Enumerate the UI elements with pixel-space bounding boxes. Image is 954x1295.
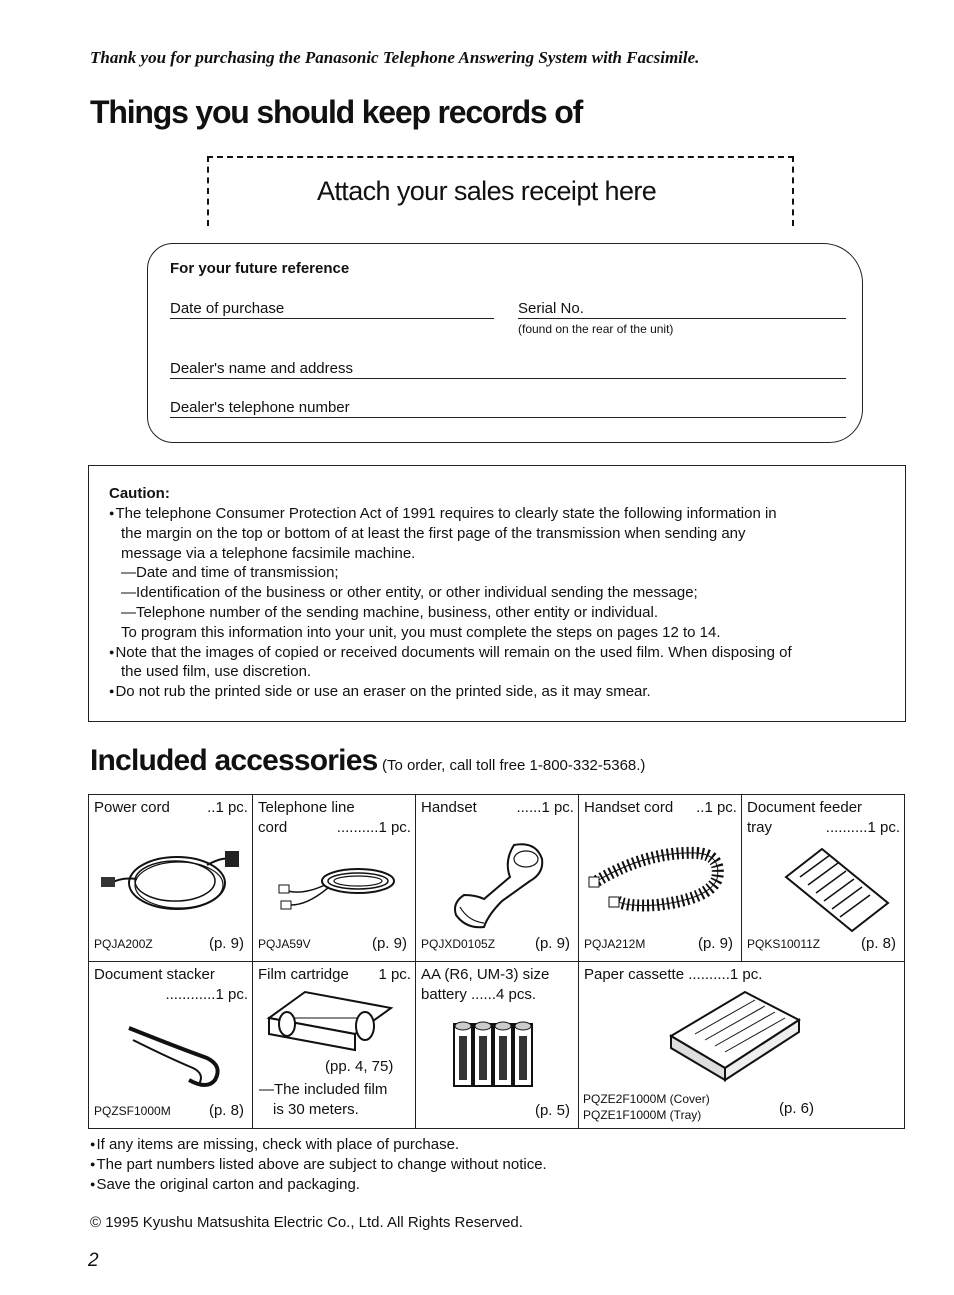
accessory-qty: ............1 pc. <box>165 986 248 1003</box>
accessory-cell-document-feeder-tray <box>741 795 904 962</box>
page-ref: (p. 8) <box>208 1102 244 1119</box>
accessory-name: Handset cord <box>583 799 674 816</box>
accessory-cell-battery <box>415 962 578 1129</box>
intro-text: Thank you for purchasing the Panasonic Telephone Answering System with Facsimile. <box>90 48 700 67</box>
accessory-cell-handset-cord <box>578 795 741 962</box>
handset-icon <box>444 837 554 937</box>
date-of-purchase-label: Date of purchase <box>170 300 285 317</box>
accessory-name: Document stacker <box>94 966 215 983</box>
page-ref: (p. 8) <box>860 935 896 952</box>
caution-line: To program this information into your unit, you must complete the steps on pages 12 to 14. <box>121 623 721 641</box>
note-save-carton: ● Save the original carton and packaging. <box>90 1176 360 1193</box>
date-of-purchase-field[interactable] <box>170 300 494 319</box>
accessory-qty: ..........1 pc. <box>825 819 900 836</box>
accessory-name: Film cartridge <box>257 966 349 983</box>
accessory-qty: ......4 pcs. <box>471 986 537 1003</box>
accessories-table <box>88 794 905 1129</box>
accessory-name-line2: cord <box>257 819 288 836</box>
note-missing-items: ● If any items are missing, check with place of purchase. <box>90 1136 459 1153</box>
accessory-cell-handset <box>415 795 578 962</box>
caution-title: Caution: <box>109 485 170 502</box>
accessories-title: Included accessories <box>90 744 378 777</box>
accessory-name: Handset <box>420 799 477 816</box>
receipt-label: Attach your sales receipt here <box>317 176 657 206</box>
part-number: PQJA212M <box>583 937 646 951</box>
accessories-heading <box>90 744 645 778</box>
part-number: PQZSF1000M <box>94 1104 171 1118</box>
part-number-2: PQZE1F1000M (Tray) <box>582 1108 702 1122</box>
part-number: PQJA59V <box>257 937 311 951</box>
copyright: © 1995 Kyushu Matsushita Electric Co., Ltd. All Rights Reserved. <box>90 1214 523 1231</box>
accessory-cell-film-cartridge <box>252 962 415 1129</box>
accessory-qty: ..1 pc. <box>207 799 248 816</box>
accessory-qty: ..1 pc. <box>696 799 737 816</box>
accessory-cell-telephone-line-cord <box>252 795 415 962</box>
dealer-phone-field[interactable] <box>170 399 846 418</box>
order-note: (To order, call toll free 1-800-332-5368.) <box>381 757 646 774</box>
accessory-name: Telephone line <box>257 799 355 816</box>
caution-line: ● Do not rub the printed side or use an eraser on the printed side, as it may smear. <box>109 682 889 702</box>
receipt-box <box>207 156 794 226</box>
page-ref: (pp. 4, 75) <box>324 1058 394 1075</box>
accessory-name: Power cord <box>94 799 170 816</box>
accessory-name: AA (R6, UM-3) size <box>420 966 550 983</box>
telephone-line-cord-icon <box>263 855 403 935</box>
part-number: PQJA200Z <box>94 937 153 951</box>
page-ref: (p. 9) <box>208 935 244 952</box>
serial-note: (found on the rear of the unit) <box>518 322 674 336</box>
accessory-qty: 1 pc. <box>378 966 411 983</box>
caution-line: —Date and time of transmission; <box>121 564 339 582</box>
page-ref: (p. 9) <box>534 935 570 952</box>
serial-number-label: Serial No. <box>518 300 584 317</box>
page-title: Things you should keep records of <box>90 94 583 130</box>
part-number: PQJXD0105Z <box>420 937 496 951</box>
caution-line: message via a telephone facsimile machine. <box>121 544 416 562</box>
accessory-qty: ......1 pc. <box>516 799 574 816</box>
accessory-name-line2: battery <box>420 986 467 1003</box>
caution-line: —Telephone number of the sending machine, business, other entity or individual. <box>121 603 658 621</box>
paper-cassette-icon <box>665 986 805 1086</box>
dealer-phone-label: Dealer's telephone number <box>170 399 350 416</box>
accessory-name: Document feeder <box>746 799 863 816</box>
accessory-qty: ..........1 pc. <box>336 819 411 836</box>
accessory-name: Paper cassette <box>583 966 685 983</box>
film-cartridge-icon <box>265 988 395 1058</box>
reference-title: For your future reference <box>170 260 350 277</box>
caution-body <box>109 504 889 702</box>
page-ref: (p. 9) <box>697 935 733 952</box>
caution-line: the margin on the top or bottom of at least the first page of the transmission when sending any <box>121 524 746 542</box>
accessory-cell-document-stacker <box>89 962 253 1129</box>
document-feeder-tray-icon <box>780 845 895 935</box>
power-cord-icon <box>97 835 247 925</box>
film-note-line2: is 30 meters. <box>272 1101 359 1118</box>
dealer-name-label: Dealer's name and address <box>170 360 353 377</box>
caution-box <box>88 465 906 722</box>
dealer-name-field[interactable] <box>170 360 846 379</box>
film-note-line1: —The included film <box>258 1081 388 1098</box>
accessory-cell-power-cord <box>89 795 253 962</box>
caution-line: ● The telephone Consumer Protection Act of 1991 requires to clearly state the following information in <box>109 504 889 524</box>
page-ref: (p. 9) <box>371 935 407 952</box>
accessory-cell-paper-cassette <box>578 962 904 1129</box>
caution-line: —Identification of the business or other entity, or other individual sending the message; <box>121 584 698 602</box>
caution-line: ● Note that the images of copied or received documents will remain on the used film. When disposing of <box>109 643 889 663</box>
serial-number-field[interactable] <box>518 300 846 319</box>
reference-box <box>147 243 863 443</box>
part-number: PQKS10011Z <box>746 937 821 951</box>
battery-icon <box>452 1018 536 1088</box>
part-number: PQZE2F1000M (Cover) <box>582 1092 710 1106</box>
caution-line: the used film, use discretion. <box>121 663 312 681</box>
page-number: 2 <box>88 1250 99 1271</box>
accessory-qty: ..........1 pc. <box>688 966 763 983</box>
note-part-numbers: ● The part numbers listed above are subject to change without notice. <box>90 1156 547 1173</box>
document-stacker-icon <box>119 1018 229 1098</box>
accessory-name-line2: tray <box>746 819 772 836</box>
page-ref: (p. 5) <box>534 1102 570 1119</box>
page-ref: (p. 6) <box>778 1100 814 1117</box>
handset-cord-icon <box>587 841 735 921</box>
